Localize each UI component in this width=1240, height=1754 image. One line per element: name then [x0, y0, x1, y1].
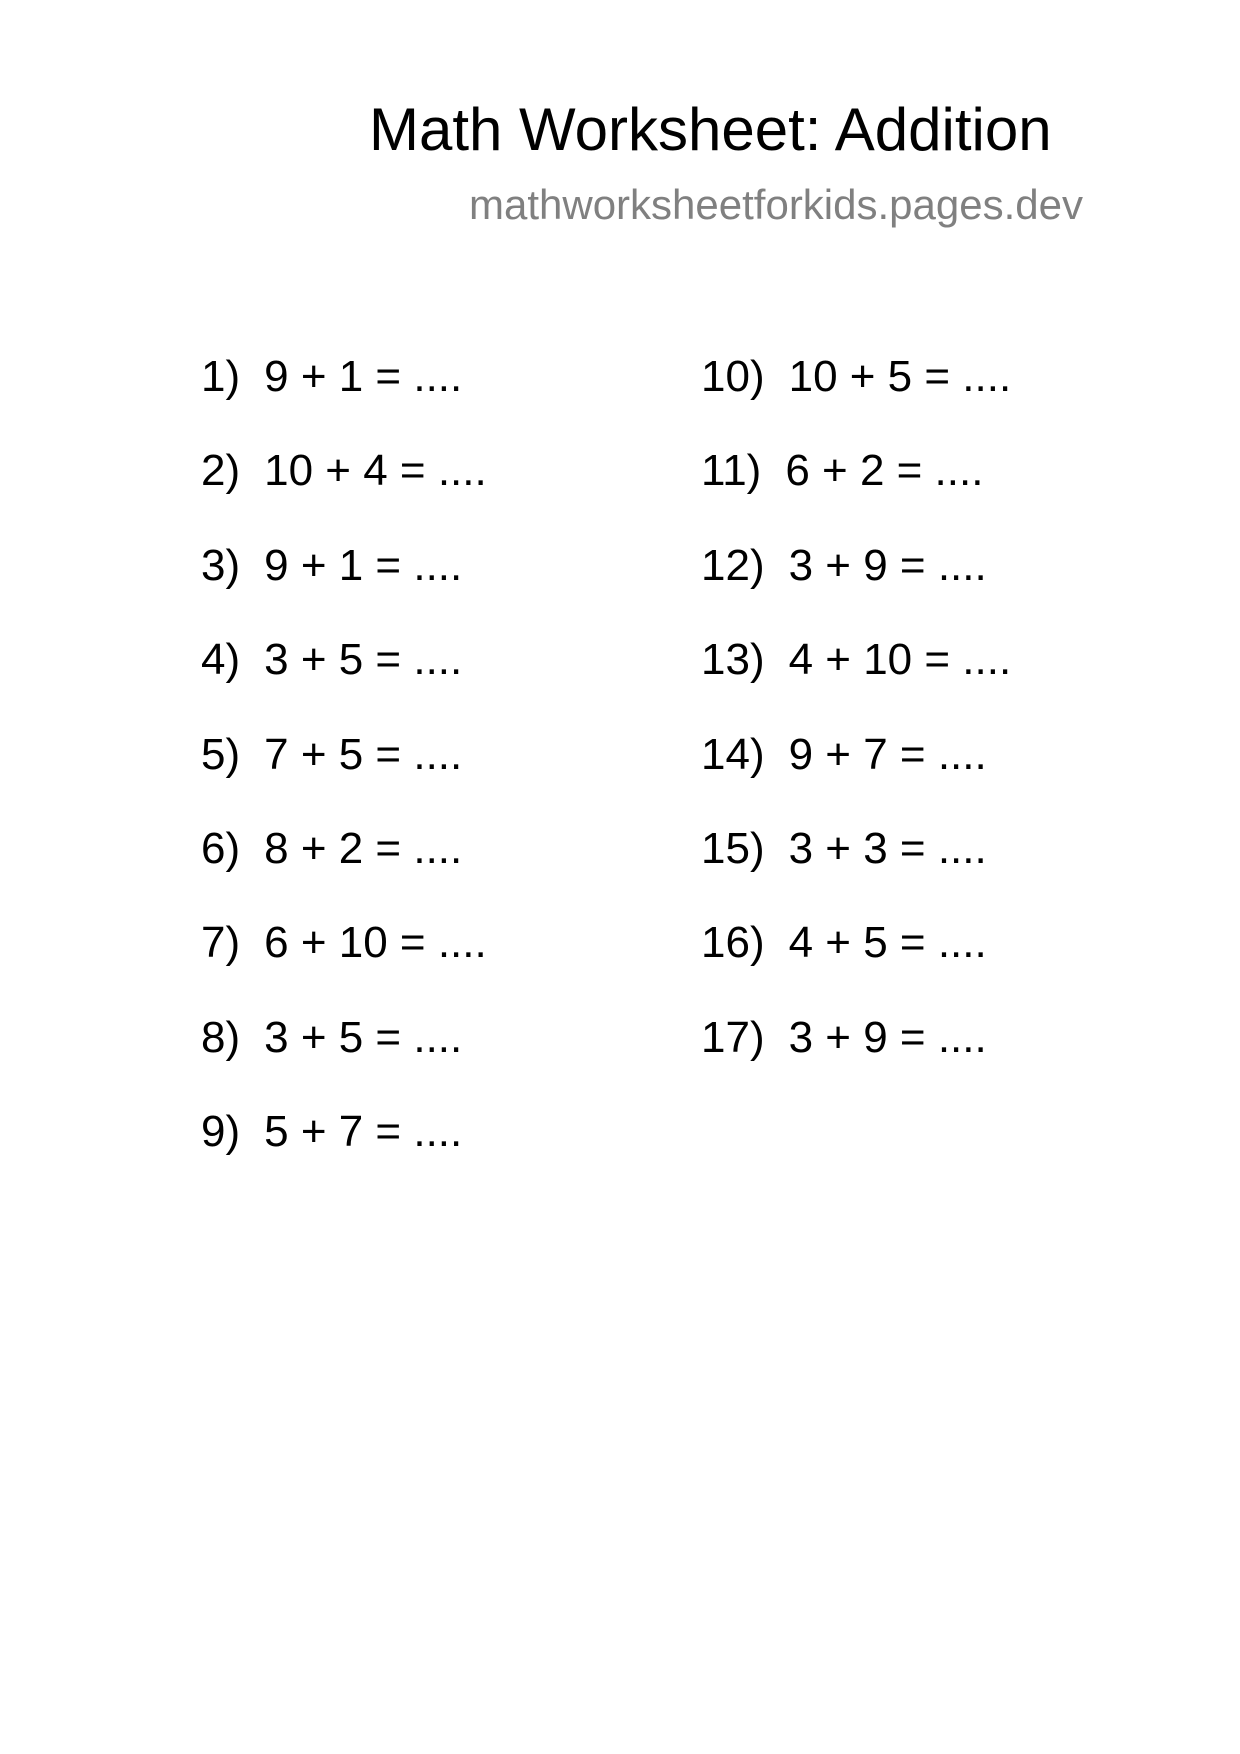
problem-number: 6): [201, 823, 241, 873]
problem-number: 3): [201, 540, 241, 590]
problem-expression: 3 + 5 = ....: [264, 1012, 463, 1062]
problem-item: [701, 730, 1011, 824]
problems-left-column: [201, 352, 487, 1202]
problem-number: 14): [701, 729, 765, 779]
problem-item: [201, 541, 487, 635]
problem-expression: 3 + 9 = ....: [788, 1012, 987, 1062]
problem-number: 12): [701, 540, 765, 590]
problem-number: 7): [201, 918, 241, 968]
problem-item: [701, 352, 1011, 446]
worksheet-website: mathworksheetforkids.pages.dev: [469, 181, 1083, 228]
problem-item: [201, 824, 487, 918]
problem-number: 11): [701, 446, 762, 496]
problem-item: [701, 918, 1011, 1012]
problem-number: 15): [701, 823, 765, 873]
problem-expression: 6 + 10 = ....: [264, 918, 487, 968]
problem-item: [701, 635, 1011, 729]
problem-item: [701, 824, 1011, 918]
problem-item: [201, 918, 487, 1012]
problem-item: [201, 352, 487, 446]
problem-expression: 6 + 2 = ....: [785, 446, 984, 496]
problem-item: [201, 635, 487, 729]
problem-expression: 9 + 7 = ....: [788, 729, 987, 779]
problem-expression: 10 + 5 = ....: [788, 352, 1012, 401]
problem-item: [701, 1013, 1011, 1107]
problem-expression: 9 + 1 = ....: [264, 352, 463, 401]
problem-number: 17): [701, 1012, 765, 1062]
problem-expression: 3 + 5 = ....: [264, 635, 463, 685]
problem-expression: 3 + 9 = ....: [788, 540, 987, 590]
problem-item: [201, 1107, 487, 1201]
problem-expression: 5 + 7 = ....: [264, 1107, 463, 1157]
problem-item: [201, 446, 487, 540]
problem-item: [201, 730, 487, 824]
problem-expression: 8 + 2 = ....: [264, 823, 463, 873]
problem-item: [701, 446, 1011, 540]
worksheet-title: Math Worksheet: Addition: [369, 96, 1052, 163]
problem-number: 9): [201, 1107, 241, 1157]
problem-item: [201, 1013, 487, 1107]
problem-expression: 10 + 4 = ....: [264, 446, 487, 496]
problem-item: [701, 541, 1011, 635]
problem-number: 2): [201, 446, 241, 496]
problem-number: 4): [201, 635, 241, 685]
problem-expression: 7 + 5 = ....: [264, 729, 463, 779]
problem-number: 16): [701, 918, 765, 968]
problem-number: 1): [201, 352, 241, 401]
problem-expression: 3 + 3 = ....: [788, 823, 987, 873]
problem-number: 8): [201, 1012, 241, 1062]
problem-number: 10): [701, 352, 765, 401]
problem-expression: 4 + 10 = ....: [788, 635, 1012, 685]
problem-expression: 4 + 5 = ....: [788, 918, 987, 968]
problem-number: 5): [201, 729, 241, 779]
problem-expression: 9 + 1 = ....: [264, 540, 463, 590]
problems-right-column: [701, 352, 1011, 1107]
problem-number: 13): [701, 635, 765, 685]
